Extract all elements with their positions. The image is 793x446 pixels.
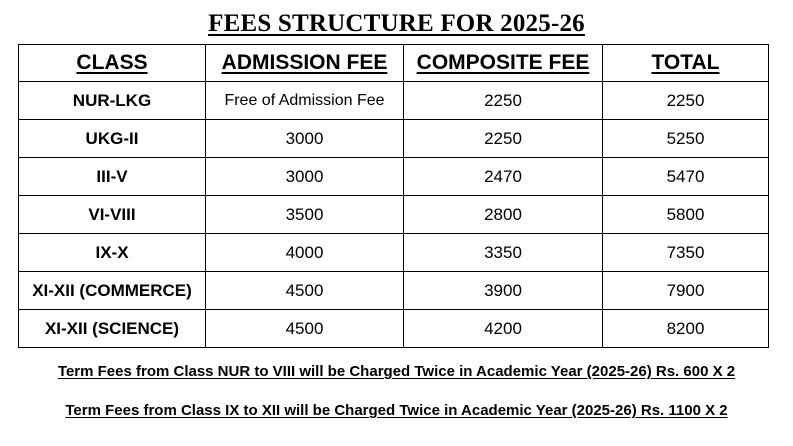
- total-cell: 5800: [603, 196, 769, 234]
- class-cell: IX-X: [19, 234, 206, 272]
- column-header-composite-fee: COMPOSITE FEE: [404, 45, 603, 82]
- composite-fee-cell: 3350: [404, 234, 603, 272]
- class-cell: XI-XII (COMMERCE): [19, 272, 206, 310]
- term-fee-note-nur-viii: Term Fees from Class NUR to VIII will be Charged Twice in Academic Year (2025-26) Rs. 600 X 2: [57, 363, 736, 380]
- fees-table: [18, 44, 769, 348]
- table-row: [19, 234, 769, 272]
- class-cell: NUR-LKG: [19, 82, 206, 120]
- total-cell: 5250: [603, 120, 769, 158]
- page-title: FEES STRUCTURE FOR 2025-26: [208, 10, 585, 37]
- table-row: [19, 310, 769, 348]
- table-header-row: [19, 45, 769, 82]
- total-cell: 7900: [603, 272, 769, 310]
- column-header-total: TOTAL: [603, 45, 769, 82]
- admission-fee-cell: 4500: [206, 310, 404, 348]
- admission-fee-cell: 3500: [206, 196, 404, 234]
- composite-fee-cell: 2250: [404, 82, 603, 120]
- total-cell: 7350: [603, 234, 769, 272]
- composite-fee-cell: 3900: [404, 272, 603, 310]
- class-cell: XI-XII (SCIENCE): [19, 310, 206, 348]
- composite-fee-cell: 2470: [404, 158, 603, 196]
- term-fee-note-ix-xii: Term Fees from Class IX to XII will be Charged Twice in Academic Year (2025-26) Rs. 1100 X 2: [65, 402, 728, 419]
- composite-fee-cell: 4200: [404, 310, 603, 348]
- composite-fee-cell: 2250: [404, 120, 603, 158]
- column-header-admission-fee: ADMISSION FEE: [206, 45, 404, 82]
- admission-fee-cell: 3000: [206, 120, 404, 158]
- composite-fee-cell: 2800: [404, 196, 603, 234]
- table-row: [19, 272, 769, 310]
- column-header-class: CLASS: [19, 45, 206, 82]
- table-row: [19, 82, 769, 120]
- total-cell: 2250: [603, 82, 769, 120]
- admission-fee-cell: 4000: [206, 234, 404, 272]
- admission-fee-cell: 3000: [206, 158, 404, 196]
- class-cell: UKG-II: [19, 120, 206, 158]
- class-cell: VI-VIII: [19, 196, 206, 234]
- table-row: [19, 158, 769, 196]
- admission-fee-cell: 4500: [206, 272, 404, 310]
- table-row: [19, 196, 769, 234]
- class-cell: III-V: [19, 158, 206, 196]
- admission-fee-cell: Free of Admission Fee: [206, 82, 404, 120]
- total-cell: 5470: [603, 158, 769, 196]
- total-cell: 8200: [603, 310, 769, 348]
- table-row: [19, 120, 769, 158]
